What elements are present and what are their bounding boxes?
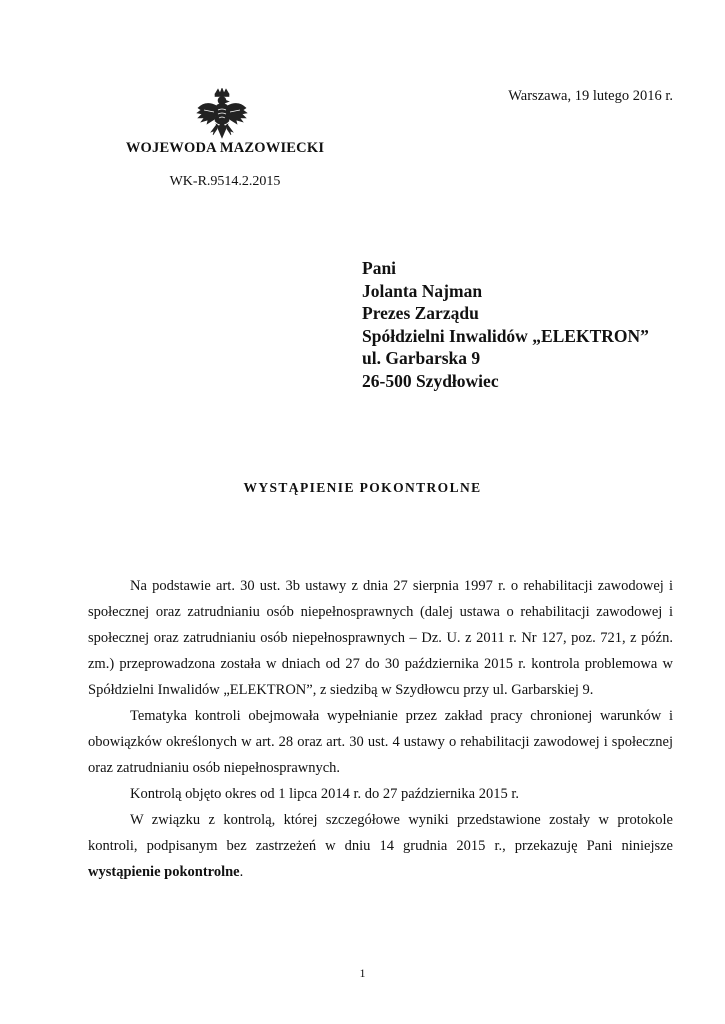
body-paragraph: Kontrolą objęto okres od 1 lipca 2014 r. do 27 października 2015 r. <box>130 786 519 802</box>
addressee-line: Jolanta Najman <box>362 280 483 301</box>
addressee-line: ul. Garbarska 9 <box>362 348 481 368</box>
document-title: WYSTĄPIENIE POKONTROLNE <box>243 480 482 495</box>
final-paragraph-end: . <box>239 864 244 880</box>
document-body <box>88 573 673 885</box>
date-line: Warszawa, 19 lutego 2016 r. <box>508 88 673 104</box>
reference-number: WK-R.9514.2.2015 <box>169 174 281 189</box>
polish-eagle-emblem-icon <box>196 88 248 144</box>
body-paragraph-final <box>88 807 673 885</box>
addressee-line: Pani <box>362 258 397 278</box>
final-paragraph-text: W związku z kontrolą, której szczegółowe wyniki przedstawione zostały w protokole kontroli, podpisanym bez zastrzeżeń w dniu 14 grudnia 2015 r., przekazuję Pani niniejsze <box>88 812 673 854</box>
addressee-line: 26-500 Szydłowiec <box>362 370 499 391</box>
final-paragraph-bold: wystąpienie pokontrolne <box>88 864 240 880</box>
addressee-line: Prezes Zarządu <box>362 303 479 323</box>
page-number: 1 <box>359 966 366 980</box>
body-paragraph: Tematyka kontroli obejmowała wypełnianie przez zakład pracy chronionej warunków i obowiązków określonych w art. 28 oraz art. 30 ust. 4 ustawy o rehabilitacji zawodowej i społecznej oraz zatrudnianiu osób niepełnosprawnych. <box>88 708 673 776</box>
issuing-authority: WOJEWODA MAZOWIECKI <box>125 140 325 156</box>
addressee-line: Spółdzielni Inwalidów „ELEKTRON” <box>362 325 649 346</box>
body-paragraph: Na podstawie art. 30 ust. 3b ustawy z dnia 27 sierpnia 1997 r. o rehabilitacji zawodowej i społecznej oraz zatrudnianiu osób niepełnosprawnych (dalej ustawa o rehabilitacji zawodowej i społecznej oraz zatrudnianiu osób niepełnosprawnych – Dz. U. z 2011 r. Nr 127, poz. 721, z późn. zm.) przeprowadzona została w dniach od 27 do 30 października 2015 r. kontrola problemowa w Spółdzielni Inwalidów „ELEKTRON”, z siedzibą w Szydłowcu przy ul. Garbarskiej 9. <box>88 578 673 698</box>
addressee-block <box>362 257 649 392</box>
